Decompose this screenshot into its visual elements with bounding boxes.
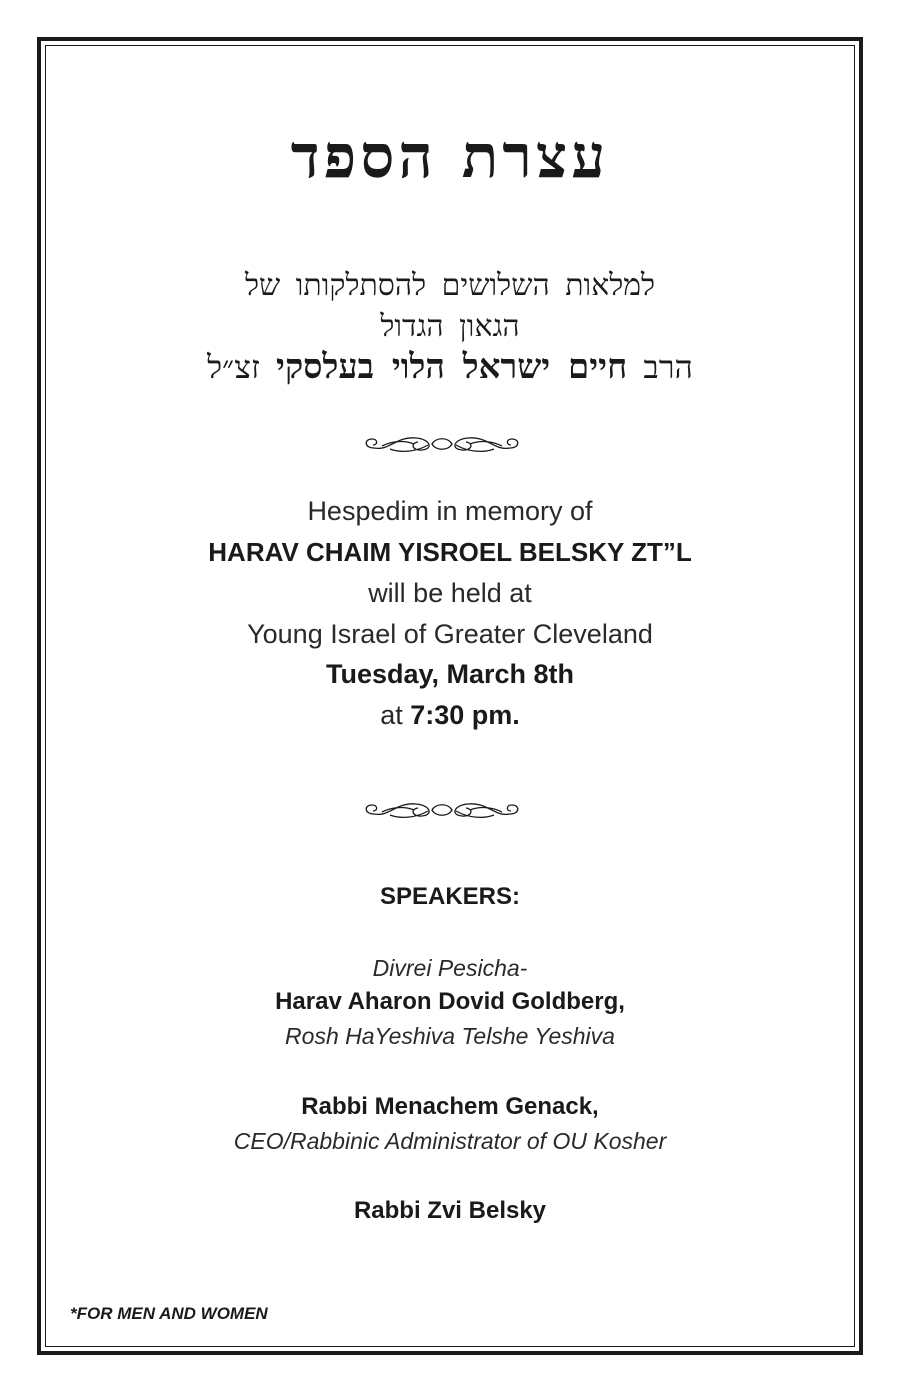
speaker-role: Divrei Pesicha- [372,955,528,981]
held-at-text: will be held at [368,578,532,608]
speaker-title: CEO/Rabbinic Administrator of OU Kosher [233,1128,667,1154]
event-date: Tuesday, March 8th [325,659,575,689]
speaker-title: Rosh HaYeshiva Telshe Yeshiva [285,1023,615,1049]
hebrew-honoree-name: חיים ישראל הלוי בעלסקי [276,347,628,387]
hebrew-line-3 [0,345,900,389]
speakers-heading: SPEAKERS: [379,883,521,910]
venue-name: Young Israel of Greater Cleveland [247,619,653,649]
flourish-ornament-icon [360,431,524,457]
hebrew-suffix: זצ״ל [207,348,260,386]
footer-note: *FOR MEN AND WOMEN [70,1304,268,1323]
hebrew-line-1: למלאות השלושים להסתלקותו של [244,268,656,303]
honoree-name: HARAV CHAIM YISROEL BELSKY ZT”L [208,537,692,567]
hebrew-prefix: הרב [643,348,693,386]
hebrew-line-2: הגאון הגדול [380,309,520,344]
speaker-name: Harav Aharon Dovid Goldberg, [275,988,625,1015]
announcement-intro: Hespedim in memory of [307,496,593,526]
event-time-line [0,698,900,732]
hebrew-title: עצרת הספד [290,122,610,192]
speaker-name: Rabbi Menachem Genack, [301,1093,599,1120]
time-prefix: at [380,700,403,730]
event-time: 7:30 pm. [410,700,520,730]
flourish-ornament-icon [360,797,524,823]
speaker-name: Rabbi Zvi Belsky [353,1197,547,1224]
